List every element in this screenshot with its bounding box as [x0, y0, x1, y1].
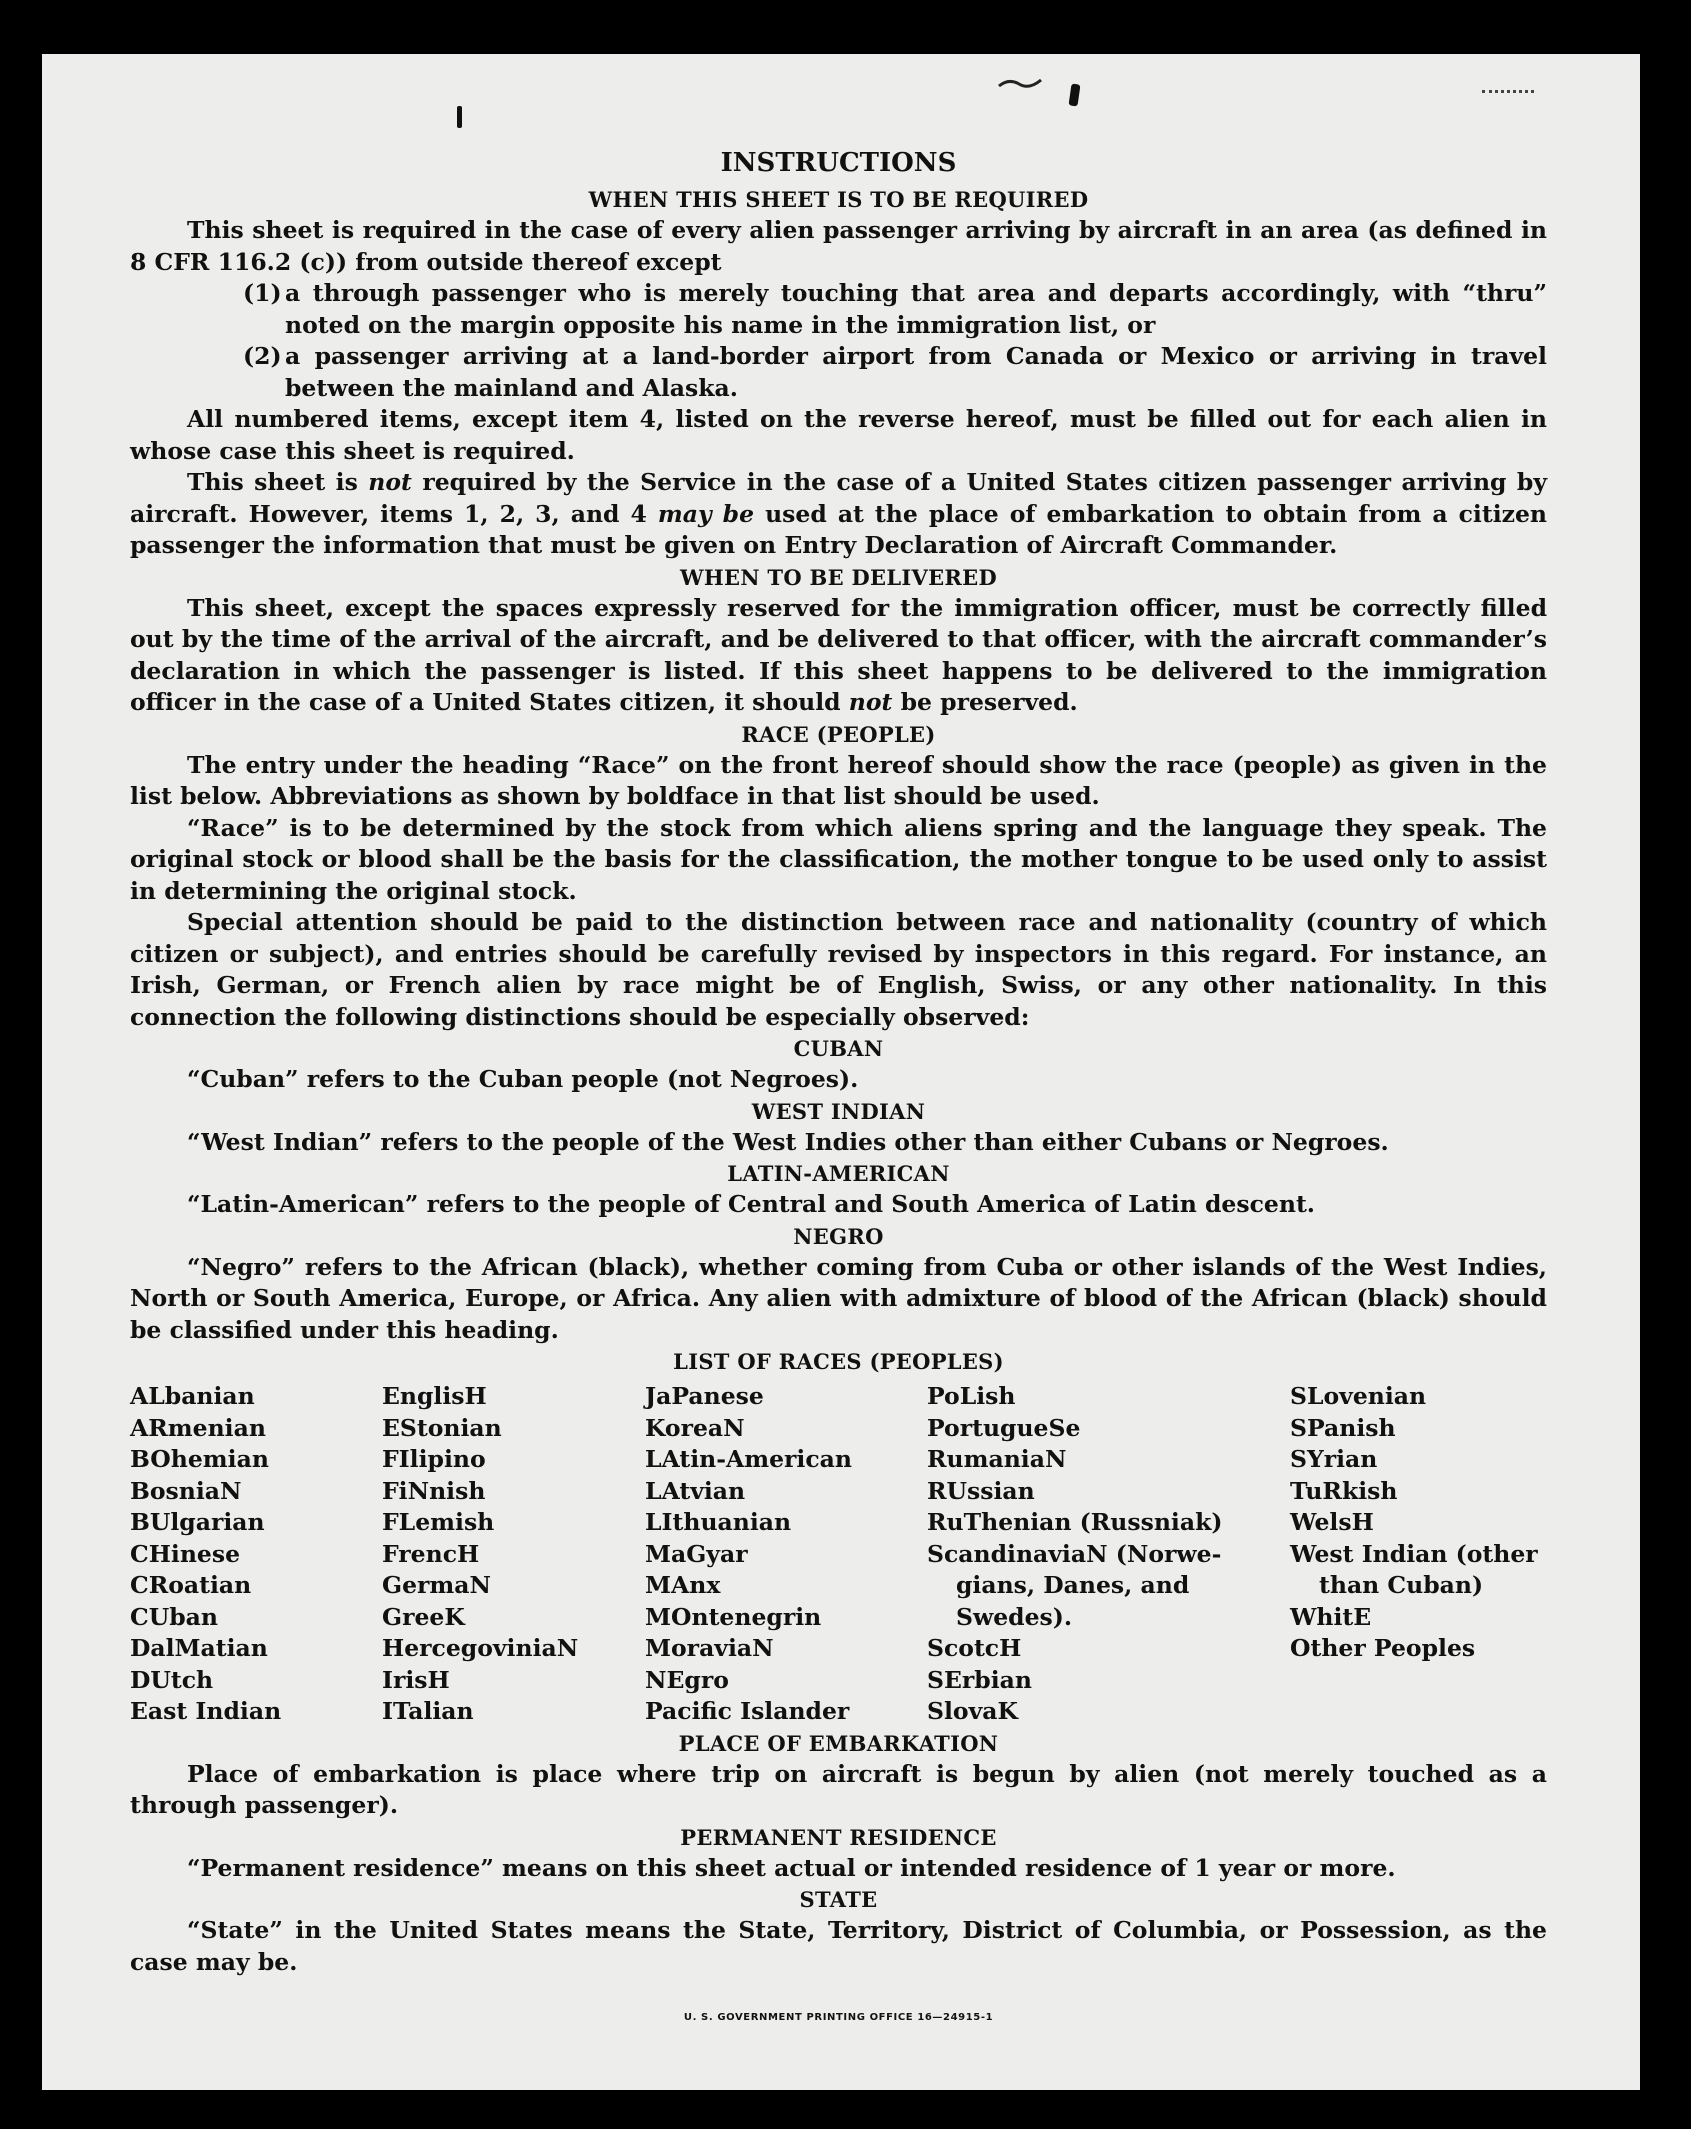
race-entry: ARmenian	[130, 1413, 266, 1442]
race-entry: CRoatian	[130, 1571, 252, 1599]
section-heading: NEGRO	[793, 1223, 884, 1249]
race-entry: SYrian	[1290, 1445, 1378, 1473]
race-entry: GreeK	[382, 1602, 465, 1631]
race-entry: LAtvian	[645, 1476, 746, 1505]
race-column	[130, 1381, 382, 1728]
race-entry-continued: than Cuban)	[1319, 1571, 1484, 1599]
race-entry: East Indian	[130, 1697, 282, 1725]
section-heading: WHEN THIS SHEET IS TO BE REQUIRED	[588, 187, 1089, 212]
race-entry: WhitE	[1290, 1602, 1372, 1631]
race-column	[1290, 1381, 1547, 1728]
race-entry: WelsH	[1290, 1508, 1374, 1536]
list-text: a passenger arriving at a land-border airport from Canada or Mexico or arriving in travel between the mainland and Alaska.	[285, 342, 1547, 402]
printer-imprint: U. S. GOVERNMENT PRINTING OFFICE 16—24915-1	[683, 2012, 994, 2023]
list-number: (1)	[243, 279, 282, 307]
race-entry: HercegoviniaN	[382, 1634, 579, 1662]
race-entry: DalMatian	[130, 1634, 268, 1662]
race-entry: West Indian (other	[1290, 1539, 1538, 1568]
race-entry: NEgro	[645, 1665, 729, 1694]
list-item	[243, 278, 1547, 341]
paragraph: “Negro” refers to the African (black), whether coming from Cuba or other islands of the West Indies, North or South America, Europe, or Africa. Any alien with admixture of blood of the African (black) should be classified under this heading.	[130, 1252, 1547, 1344]
race-entry-continued: Swedes).	[956, 1602, 1073, 1631]
race-entry: PoLish	[927, 1382, 1016, 1410]
paragraph: “Permanent residence” means on this sheet actual or intended residence of 1 year or more.	[187, 1853, 1396, 1882]
race-entry: FiNnish	[382, 1476, 486, 1505]
section-heading: RACE (PEOPLE)	[741, 721, 936, 747]
race-entry: LIthuanian	[645, 1508, 792, 1536]
paragraph: The entry under the heading “Race” on the front hereof should show the race (people) as given in the list below. Abbreviations as shown by boldface in that list should be used.	[130, 750, 1547, 810]
race-entry: TuRkish	[1290, 1476, 1398, 1505]
race-entry: LAtin-American	[645, 1445, 852, 1473]
scan-mark	[457, 106, 462, 128]
race-entry: ALbanian	[130, 1382, 255, 1410]
race-entry: MoraviaN	[645, 1634, 774, 1662]
section-heading: LIST OF RACES (PEOPLES)	[673, 1349, 1004, 1374]
race-column	[382, 1381, 645, 1728]
race-entry: FrencH	[382, 1539, 480, 1568]
race-entry: Other Peoples	[1290, 1634, 1476, 1662]
race-column	[927, 1381, 1290, 1728]
paragraph: Place of embarkation is place where trip on aircraft is begun by alien (not merely touched as a through passenger).	[130, 1759, 1547, 1819]
list-text: a through passenger who is merely touching that area and departs accordingly, with “thru” noted on the margin opposite his name in the immigration list, or	[285, 279, 1547, 339]
race-entry: RUssian	[927, 1476, 1035, 1505]
race-entry: SlovaK	[927, 1697, 1018, 1725]
race-entry: BOhemian	[130, 1445, 269, 1473]
list-item	[243, 341, 1547, 404]
section-heading: LATIN-AMERICAN	[727, 1161, 950, 1186]
scan-mark	[1482, 90, 1534, 97]
race-entry: FIlipino	[382, 1445, 486, 1473]
paragraph: “State” in the United States means the State, Territory, District of Columbia, or Possession, as the case may be.	[130, 1916, 1547, 1976]
paragraph: All numbered items, except item 4, listed on the reverse hereof, must be filled out for each alien in whose case this sheet is required.	[130, 405, 1547, 465]
section-heading: PERMANENT RESIDENCE	[680, 1824, 997, 1850]
race-entry: KoreaN	[645, 1413, 745, 1442]
list-number: (2)	[243, 342, 282, 370]
paragraph: “Race” is to be determined by the stock from which aliens spring and the language they speak. The original stock or blood shall be the basis for the classification, the mother tongue to be used only to assist in determining the original stock.	[130, 813, 1547, 905]
paragraph: “Latin-American” refers to the people of Central and South America of Latin descent.	[187, 1190, 1315, 1218]
paragraph: “Cuban” refers to the Cuban people (not Negroes).	[187, 1065, 859, 1093]
section-heading: WHEN TO BE DELIVERED	[679, 564, 997, 590]
section-heading: PLACE OF EMBARKATION	[678, 1730, 999, 1756]
scan-mark	[1069, 83, 1081, 106]
race-entry: PortugueSe	[927, 1413, 1081, 1442]
race-entry: SPanish	[1290, 1413, 1396, 1442]
race-entry: ScotcH	[927, 1634, 1022, 1662]
section-heading: STATE	[799, 1887, 878, 1912]
race-entry: ScandinaviaN (Norwe-	[927, 1539, 1222, 1568]
race-entry: DUtch	[130, 1665, 214, 1694]
race-entry: CUban	[130, 1602, 218, 1631]
race-entry: FLemish	[382, 1508, 495, 1536]
race-entry: CHinese	[130, 1539, 241, 1568]
race-list	[130, 1381, 1547, 1728]
document-page	[42, 54, 1640, 2090]
paragraph: This sheet, except the spaces expressly reserved for the immigration officer, must be correctly filled out by the time of the arrival of the aircraft, and be delivered to that officer, with the aircraft commander’s declaration in which the passenger is listed. If this sheet happens to be delivered to the immigration officer in the case of a United States citizen, it should not be preserved.	[130, 593, 1547, 716]
race-entry: JaPanese	[645, 1382, 764, 1410]
page-title: INSTRUCTIONS	[720, 148, 957, 178]
race-entry-continued: gians, Danes, and	[956, 1571, 1190, 1599]
race-entry: SLovenian	[1290, 1382, 1427, 1410]
race-entry: BosniaN	[130, 1476, 242, 1505]
section-heading: CUBAN	[793, 1036, 884, 1061]
paragraph: This sheet is not required by the Service in the case of a United States citizen passenger arriving by aircraft. However, items 1, 2, 3, and 4 may be used at the place of embarkation to obtain from a citizen passenger the information that must be given on Entry Declaration of Aircraft Commander.	[130, 468, 1548, 559]
race-entry: EnglisH	[382, 1382, 487, 1410]
race-entry: BUlgarian	[130, 1508, 265, 1536]
race-entry: MAnx	[645, 1571, 721, 1599]
race-entry: SErbian	[927, 1665, 1032, 1694]
scan-mark	[997, 76, 1049, 90]
race-entry: MaGyar	[645, 1539, 748, 1568]
race-entry: EStonian	[382, 1413, 502, 1442]
paragraph: “West Indian” refers to the people of the West Indies other than either Cubans or Negroes.	[187, 1127, 1389, 1156]
race-entry: IrisH	[382, 1665, 450, 1694]
section-heading: WEST INDIAN	[751, 1098, 926, 1124]
race-entry: ITalian	[382, 1697, 474, 1725]
race-entry: Pacific Islander	[645, 1697, 850, 1725]
race-entry: MOntenegrin	[645, 1602, 822, 1631]
race-entry: GermaN	[382, 1571, 491, 1599]
race-entry: RuThenian (Russniak)	[927, 1508, 1223, 1536]
race-entry: RumaniaN	[927, 1445, 1067, 1473]
paragraph: Special attention should be paid to the distinction between race and nationality (country of which citizen or subject), and entries should be carefully revised by inspectors in this regard. For instance, an Irish, German, or French alien by race might be of English, Swiss, or any other nationality. In this connection the following distinctions should be especially observed:	[130, 908, 1547, 1031]
paragraph: This sheet is required in the case of every alien passenger arriving by aircraft in an area (as defined in 8 CFR 116.2 (c)) from outside thereof except	[130, 216, 1547, 276]
race-column	[645, 1381, 927, 1728]
